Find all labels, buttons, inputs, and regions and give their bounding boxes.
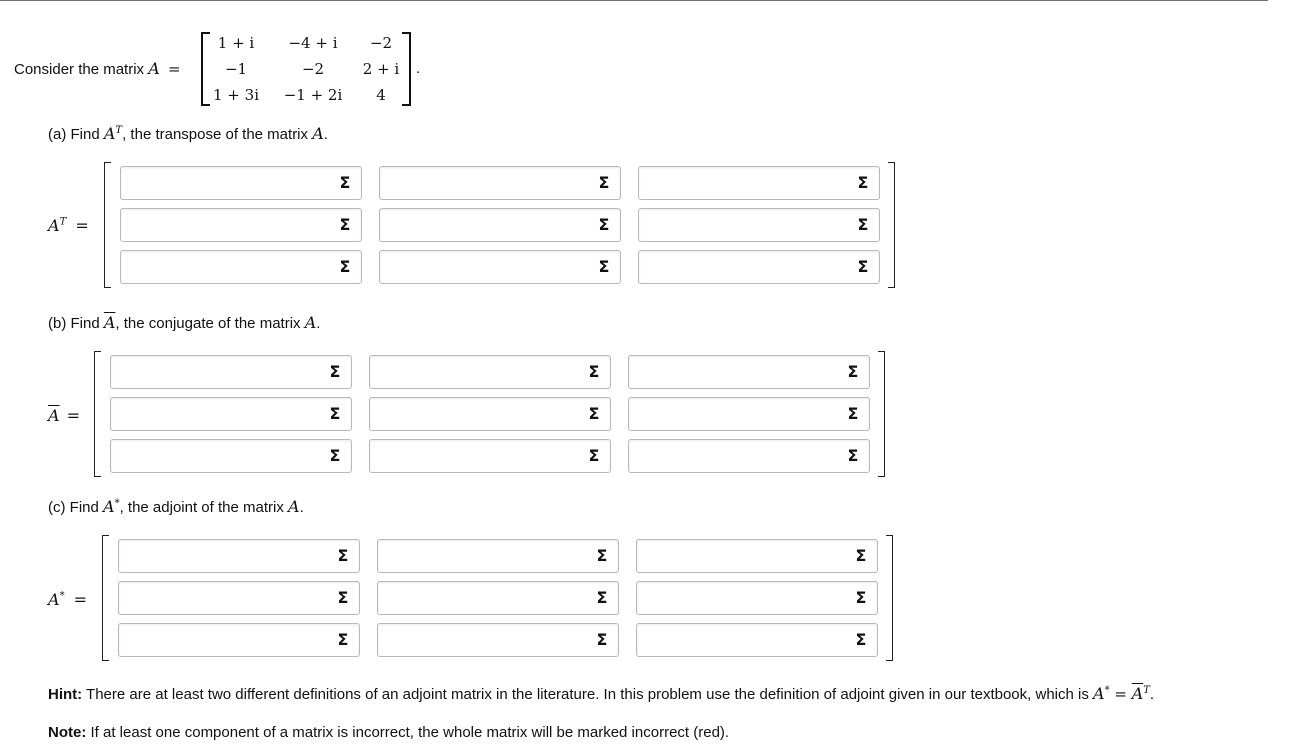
answer-input[interactable] <box>377 539 619 573</box>
sigma-icon[interactable]: Σ <box>337 546 349 565</box>
hint-label: Hint: <box>48 686 83 703</box>
sigma-icon[interactable]: Σ <box>598 173 610 192</box>
hint-rhs-sup: T <box>1143 685 1150 696</box>
matrix-A-cell: 2 + i <box>362 60 400 78</box>
sigma-icon[interactable]: Σ <box>847 446 859 465</box>
answer-input[interactable] <box>120 208 362 242</box>
intro-equals: = <box>167 60 181 78</box>
answer-input[interactable] <box>628 397 870 431</box>
part-b-right-bracket <box>878 351 885 477</box>
answer-input[interactable] <box>636 623 878 657</box>
part-c-left-bracket <box>102 535 109 661</box>
answer-input[interactable] <box>118 539 360 573</box>
answer-input[interactable] <box>638 208 880 242</box>
part-a-right-bracket <box>888 162 895 288</box>
part-c-lhs-symbol: A <box>48 590 60 609</box>
sigma-icon[interactable]: Σ <box>329 446 341 465</box>
part-b-lhs <box>48 406 80 425</box>
hint-body: There are at least two different definitions of an adjoint matrix in the literature. In this problem use the definition of adjoint given in our textbook, which is <box>82 686 1094 703</box>
part-a-lhs-eq: = <box>75 216 89 235</box>
answer-input[interactable] <box>120 250 362 284</box>
sigma-icon[interactable]: Σ <box>588 404 600 423</box>
part-b-symbol: $\overline{A}$ <box>103 313 116 332</box>
answer-input[interactable] <box>636 581 878 615</box>
answer-input[interactable] <box>638 250 880 284</box>
sigma-icon[interactable]: Σ <box>596 588 608 607</box>
part-b-lhs-symbol: $\overline{A}$ <box>48 406 60 425</box>
answer-input[interactable] <box>379 250 621 284</box>
matrix-A-cell: 1 + 3i <box>213 86 259 104</box>
intro-prefix: Consider the matrix <box>14 61 149 78</box>
part-b-lhs-eq: = <box>66 406 81 425</box>
sigma-icon[interactable]: Σ <box>855 546 867 565</box>
sigma-icon[interactable]: Σ <box>329 362 341 381</box>
note-text <box>48 724 729 741</box>
hint-rhs: $\overline{A}$ <box>1131 684 1144 703</box>
answer-input[interactable] <box>377 623 619 657</box>
part-c-lhs-sup: * <box>59 590 65 602</box>
sigma-icon[interactable]: Σ <box>596 546 608 565</box>
part-a-lhs <box>48 216 89 235</box>
part-c-lhs <box>48 590 87 609</box>
answer-input[interactable] <box>628 355 870 389</box>
sigma-icon[interactable]: Σ <box>339 173 351 192</box>
answer-input[interactable] <box>379 208 621 242</box>
answer-input[interactable] <box>369 397 611 431</box>
hint-lhs-sup: * <box>1104 685 1110 696</box>
part-a-sup: T <box>115 125 123 136</box>
part-c-sup: * <box>114 498 120 509</box>
matrix-A-cell: 1 + i <box>217 34 255 52</box>
sigma-icon[interactable]: Σ <box>598 215 610 234</box>
answer-input[interactable] <box>379 166 621 200</box>
matrix-A-cell: −1 + 2i <box>283 86 343 104</box>
sigma-icon[interactable]: Σ <box>857 173 869 192</box>
part-a-end-symbol: A <box>312 124 324 143</box>
part-a-question: (a) Find $A^T$, the transpose of the matrix A. <box>48 124 328 143</box>
sigma-icon[interactable]: Σ <box>337 630 349 649</box>
answer-input[interactable] <box>638 166 880 200</box>
part-a-suffix: , the transpose of the matrix <box>122 126 313 143</box>
answer-input[interactable] <box>120 166 362 200</box>
sigma-icon[interactable]: Σ <box>588 446 600 465</box>
part-a-symbol: A <box>103 124 116 143</box>
sigma-icon[interactable]: Σ <box>596 630 608 649</box>
hint-lhs: A <box>1093 684 1105 703</box>
answer-input[interactable] <box>110 439 352 473</box>
part-c-symbol: A <box>103 497 115 516</box>
answer-input[interactable] <box>369 355 611 389</box>
part-b-left-bracket <box>94 351 101 477</box>
sigma-icon[interactable]: Σ <box>339 215 351 234</box>
sigma-icon[interactable]: Σ <box>339 257 351 276</box>
sigma-icon[interactable]: Σ <box>598 257 610 276</box>
matrix-A-cell: −2 <box>301 60 325 78</box>
part-a-prefix: (a) Find <box>48 126 104 143</box>
note-label: Note: <box>48 724 87 741</box>
part-a-lhs-symbol: A <box>48 216 60 235</box>
answer-input[interactable] <box>110 397 352 431</box>
part-c-prefix: (c) Find <box>48 499 104 516</box>
answer-input[interactable] <box>636 539 878 573</box>
intro-period: . <box>416 60 421 77</box>
part-a-left-bracket <box>104 162 111 288</box>
sigma-icon[interactable]: Σ <box>857 257 869 276</box>
sigma-icon[interactable]: Σ <box>855 588 867 607</box>
matrix-A-cell: −2 <box>369 34 393 52</box>
answer-input[interactable] <box>118 623 360 657</box>
part-b-prefix: (b) Find <box>48 315 104 332</box>
part-c-question: (c) Find A*, the adjoint of the matrix A. <box>48 497 304 516</box>
answer-input[interactable] <box>628 439 870 473</box>
matrix-A-cell: −4 + i <box>288 34 338 52</box>
answer-input[interactable] <box>377 581 619 615</box>
part-b-end-symbol: A <box>304 313 317 332</box>
matrix-A-cell: −1 <box>224 60 248 78</box>
intro-text <box>14 59 181 78</box>
sigma-icon[interactable]: Σ <box>855 630 867 649</box>
part-c-suffix: , the adjoint of the matrix <box>119 499 288 516</box>
part-c-right-bracket <box>886 535 893 661</box>
part-a-lhs-sup: T <box>59 216 67 228</box>
intro-symbol: A <box>148 59 160 78</box>
sigma-icon[interactable]: Σ <box>847 404 859 423</box>
part-c-lhs-eq: = <box>73 590 88 609</box>
matrix-A-cell: 4 <box>376 86 386 104</box>
part-c-end-symbol: A <box>288 497 300 516</box>
note-body: If at least one component of a matrix is incorrect, the whole matrix will be marked incorrect (red). <box>86 724 730 741</box>
hint-eq: = <box>1109 685 1132 703</box>
sigma-icon[interactable]: Σ <box>588 362 600 381</box>
hint-text: Hint: There are at least two different definitions of an adjoint matrix in the literature. In this problem use the definition of adjoint given in our textbook, which is $A^* = \overline{A}^T$. <box>48 684 1155 703</box>
answer-input[interactable] <box>369 439 611 473</box>
sigma-icon[interactable]: Σ <box>847 362 859 381</box>
answer-input[interactable] <box>118 581 360 615</box>
sigma-icon[interactable]: Σ <box>329 404 341 423</box>
top-rule <box>0 0 1268 1</box>
part-b-question: (b) Find $\overline{A}$, the conjugate of the matrix A. <box>48 313 321 332</box>
sigma-icon[interactable]: Σ <box>857 215 869 234</box>
part-b-suffix: , the conjugate of the matrix <box>115 315 305 332</box>
sigma-icon[interactable]: Σ <box>337 588 349 607</box>
answer-input[interactable] <box>110 355 352 389</box>
